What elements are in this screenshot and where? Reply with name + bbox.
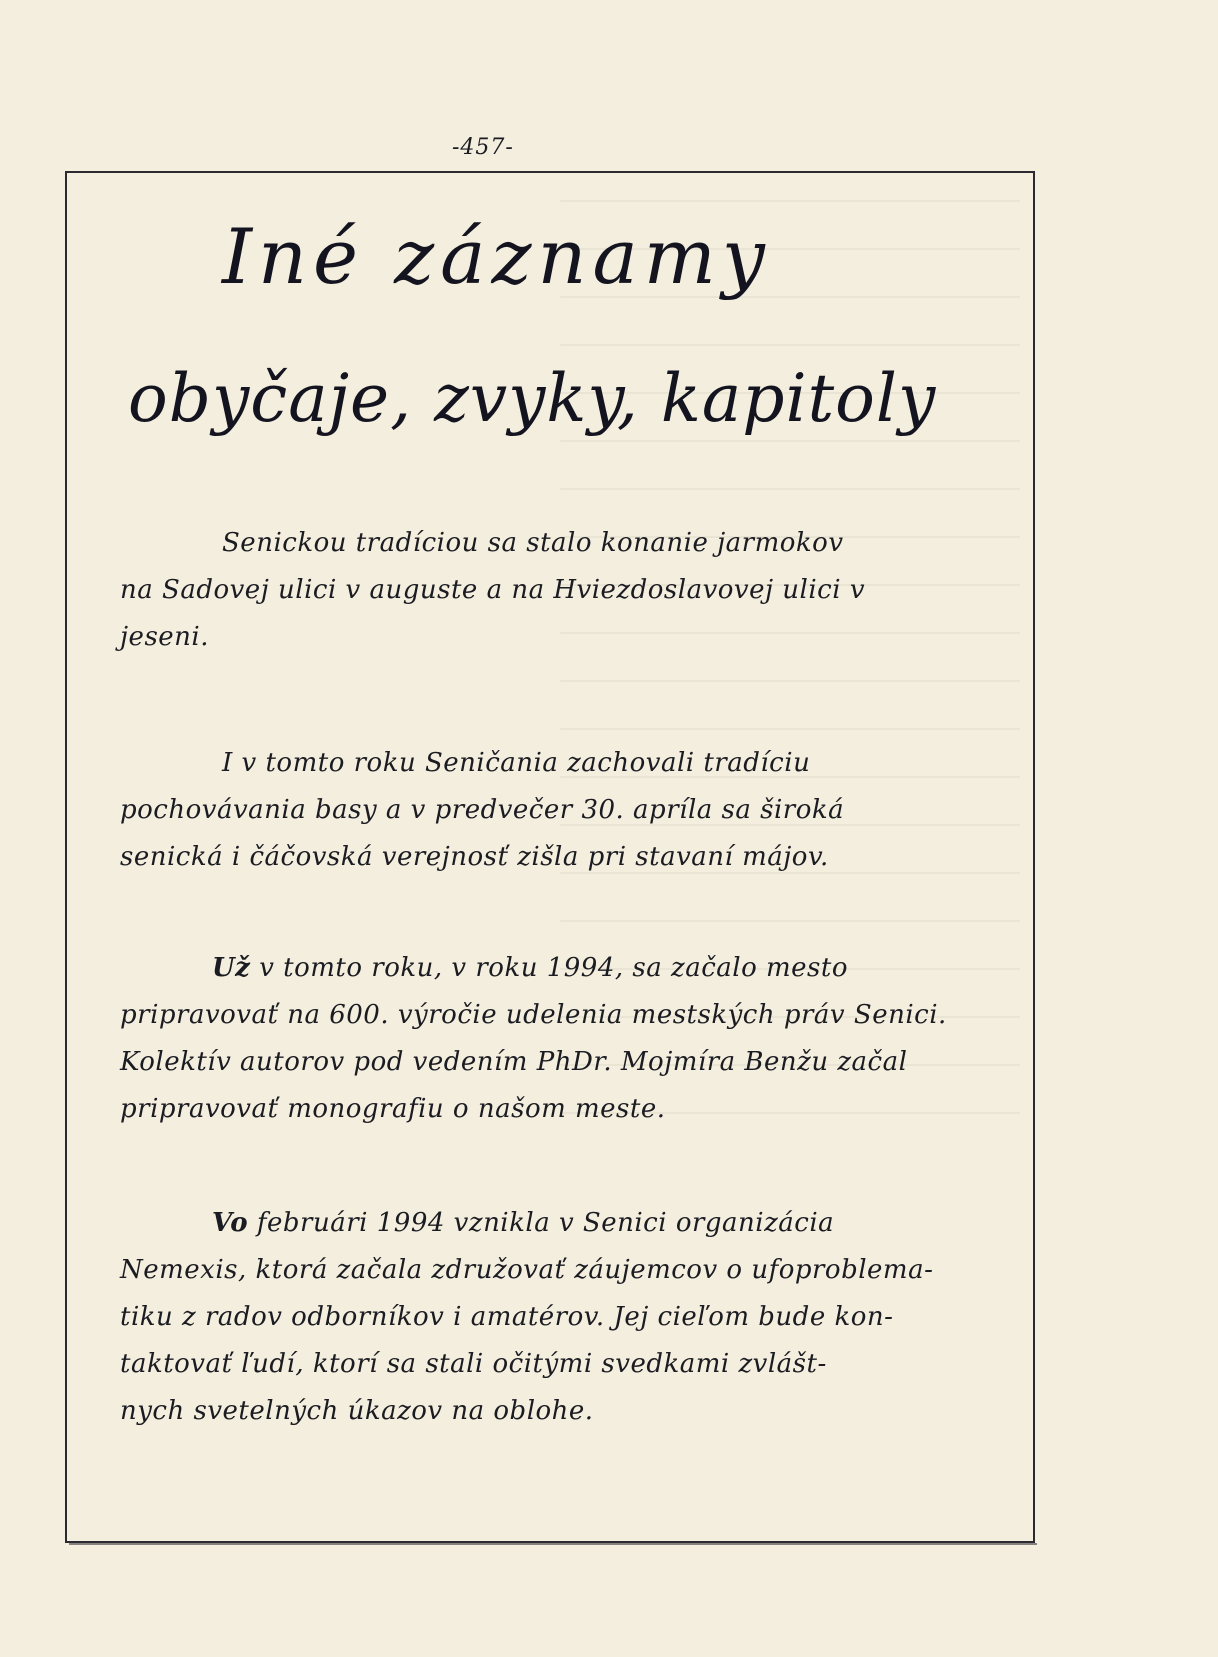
page-subtitle: obyčaje, zvyky, kapitoly [128, 360, 937, 437]
paragraph-3-lead: Už [212, 953, 251, 983]
paragraph-4-line-5: nych svetelných úkazov na oblohe. [120, 1396, 594, 1426]
paragraph-3-line-1-text: v tomto roku, v roku 1994, sa začalo mesto [259, 953, 848, 983]
paragraph-1-line-3: jeseni. [120, 622, 210, 652]
page-number: -457- [452, 135, 514, 160]
frame-shadow-line [69, 1543, 1037, 1545]
paragraph-3-line-2: pripravovať na 600. výročie udelenia mestských práv Senici. [120, 1000, 947, 1030]
paragraph-4-lead: Vo [212, 1208, 249, 1238]
page-title: Iné záznamy [222, 212, 771, 301]
paragraph-2-line-1: I v tomto roku Seničania zachovali tradíciu [222, 748, 811, 778]
paragraph-1-line-1: Senickou tradíciou sa stalo konanie jarmokov [222, 528, 844, 558]
paragraph-3-line-4: pripravovať monografiu o našom meste. [120, 1094, 666, 1124]
paragraph-4-line-1 [212, 1208, 834, 1238]
paragraph-3-line-3: Kolektív autorov pod vedením PhDr. Mojmíra Benžu začal [120, 1047, 908, 1077]
paragraph-4-line-3: tiku z radov odborníkov i amatérov. Jej cieľom bude kon- [120, 1302, 894, 1332]
paragraph-2-line-2: pochovávania basy a v predvečer 30. apríla sa široká [120, 795, 845, 825]
paragraph-1-line-2: na Sadovej ulici v auguste a na Hviezdoslavovej ulici v [120, 575, 866, 605]
paragraph-3-line-1 [212, 953, 848, 983]
paragraph-4-line-2: Nemexis, ktorá začala združovať záujemcov o ufoproblema- [120, 1255, 934, 1285]
paragraph-2-line-3: senická i čáčovská verejnosť zišla pri stavaní májov. [120, 842, 829, 872]
paragraph-4-line-4: taktovať ľudí, ktorí sa stali očitými svedkami zvlášt- [120, 1349, 827, 1379]
paragraph-4-line-1-text: februári 1994 vznikla v Senici organizácia [256, 1208, 835, 1238]
